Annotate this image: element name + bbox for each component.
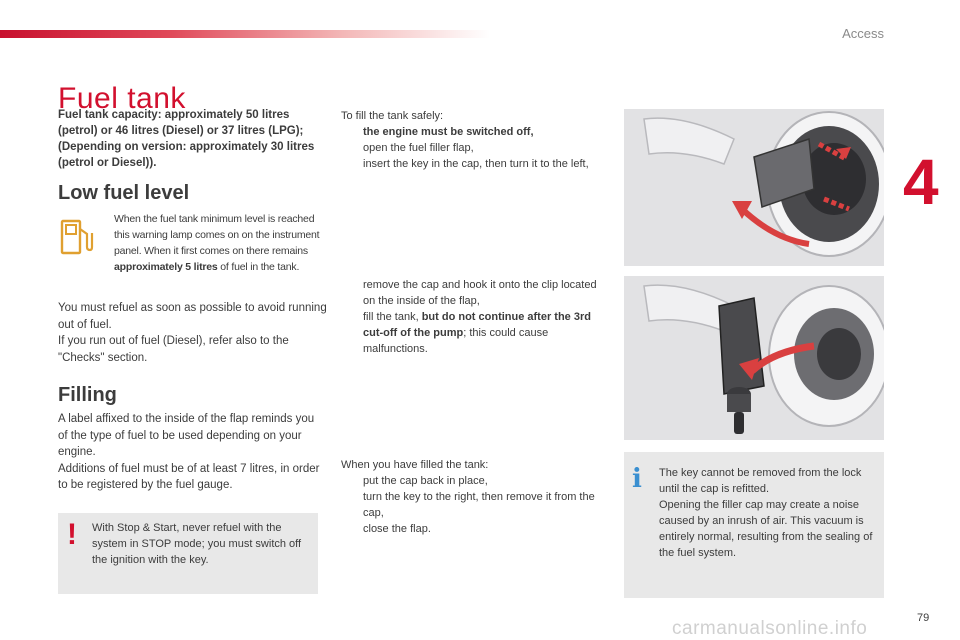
fuel-pump-icon <box>60 219 94 255</box>
step-text: the engine must be switched off, <box>363 126 534 138</box>
list-item <box>341 156 606 172</box>
warning-text-part: When the fuel tank minimum level is reached this warning lamp comes on on the instrument panel. When it first comes on there remains <box>114 213 320 257</box>
step-text: turn the key to the right, then remove it from the cap, <box>363 491 595 519</box>
fuel-cap-removed-illustration <box>624 276 884 440</box>
info-paragraph: Opening the filler cap may create a noise caused by an inrush of air. This vacuum is entirely normal, resulting from the sealing of the fuel system. <box>659 499 873 559</box>
step-text <box>363 309 606 357</box>
bullet-icon <box>341 156 363 172</box>
refuel-text <box>58 300 328 366</box>
bullet-icon <box>341 473 363 489</box>
step-text: open the fuel filler flap, <box>363 142 474 154</box>
header-color-bar <box>0 30 490 38</box>
step-text: remove the cap and hook it onto the clip located on the inside of the flap, <box>363 279 597 307</box>
low-fuel-warning-text <box>114 211 324 275</box>
filling-heading: Filling <box>58 384 117 406</box>
list-item <box>341 124 606 140</box>
list-item <box>341 140 606 156</box>
section-name: Access <box>842 26 884 41</box>
list-item <box>341 521 606 537</box>
bullet-icon <box>341 124 363 140</box>
bullet-icon <box>341 140 363 156</box>
chapter-number: 4 <box>903 146 939 218</box>
step-text-part: ; this could cause malfunctions. <box>363 327 549 355</box>
bullet-icon <box>341 309 363 357</box>
list-item <box>341 277 606 309</box>
filling-text <box>58 411 320 494</box>
after-fill-steps-list <box>341 457 606 537</box>
bullet-icon <box>341 277 363 309</box>
step-text: close the flap. <box>363 523 431 535</box>
bullet-icon <box>341 489 363 521</box>
step-text-part: fill the tank, <box>363 311 422 323</box>
step-text-bold: but do not continue after the 3rd cut-off of the pump <box>363 311 591 339</box>
fuel-cap-unlock-illustration <box>624 109 884 266</box>
warning-text-bold: approximately 5 litres <box>114 261 218 273</box>
list-item <box>341 489 606 521</box>
info-note-text <box>659 465 877 561</box>
page-title: Fuel tank <box>58 82 186 116</box>
info-paragraph: The key cannot be removed from the lock until the cap is refitted. <box>659 467 862 495</box>
warning-note-text: With Stop & Start, never refuel with the system in STOP mode; you must switch off the ignition with the key. <box>92 522 302 566</box>
warning-text-part: of fuel in the tank. <box>217 261 300 273</box>
fuel-cap-removed-drawing <box>624 276 884 440</box>
page-number: 79 <box>917 612 930 624</box>
watermark: carmanualsonline.info <box>672 618 868 639</box>
low-fuel-heading: Low fuel level <box>58 182 190 204</box>
fill-steps-list <box>341 108 606 172</box>
list-item <box>341 309 606 357</box>
after-steps-intro: When you have filled the tank: <box>341 459 489 471</box>
refuel-paragraph: If you run out of fuel (Diesel), refer also to the "Checks" section. <box>58 335 289 364</box>
step-text: put the cap back in place, <box>363 475 488 487</box>
exclamation-icon: ! <box>67 518 77 551</box>
fuel-cap-unlock-drawing <box>624 109 884 266</box>
list-item <box>341 473 606 489</box>
bullet-icon <box>341 521 363 537</box>
fill-steps-list-continued <box>341 277 606 357</box>
refuel-paragraph: You must refuel as soon as possible to avoid running out of fuel. <box>58 302 327 331</box>
filling-paragraph: Additions of fuel must be of at least 7 litres, in order to be registered by the fuel gauge. <box>58 462 320 491</box>
capacity-text: Fuel tank capacity: approximately 50 litres (petrol) or 46 litres (Diesel) or 37 litres (LPG); (Depending on version: approximately 30 litres (petrol or Diesel)). <box>58 109 315 169</box>
info-icon: i <box>632 464 642 494</box>
steps-intro: To fill the tank safely: <box>341 110 444 122</box>
filling-paragraph: A label affixed to the inside of the flap reminds you of the type of fuel to be used depending on your engine. <box>58 413 315 458</box>
step-text: insert the key in the cap, then turn it to the left, <box>363 158 589 170</box>
